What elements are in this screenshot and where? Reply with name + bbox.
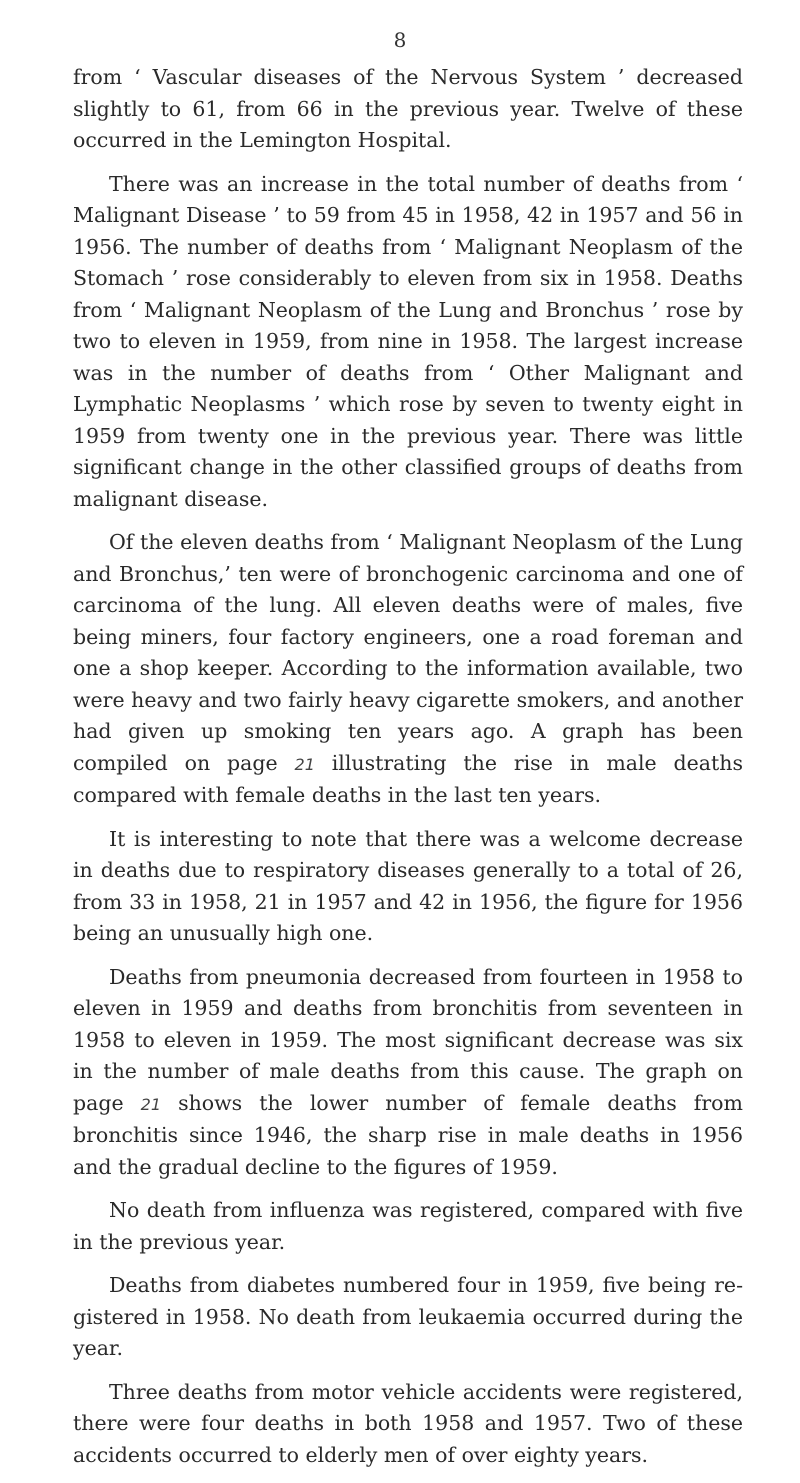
paragraph-lung-bronchus-text-end: illustrating the rise in male deaths compared with female deaths in the last ten years. <box>73 750 743 807</box>
paragraph-respiratory-diseases: It is interesting to note that there was a welcome decrease in deaths due to respiratory diseases generally to a total of 26, from 33 in 1958, 21 in 1957 and 42 in 1956, the figure for 1956 being an unusually high one. <box>73 826 743 945</box>
paragraph-pneumonia-bronchitis <box>73 962 743 1184</box>
paragraph-motor-vehicle-accidents: Three deaths from motor vehicle accidents were registered, there were four deaths in both 1958 and 1957. Two of these accidents occurred to elderly men of over eighty years. <box>73 1379 743 1467</box>
paragraph-lung-bronchus-text-start: Of the eleven deaths from ‘ Malignant Neoplasm of the Lung and Bronchus,’ ten were of bronchogenic carcinoma and one of carcinoma of the lung. All eleven deaths were of males, five being miners, four factory engineers, one a road foreman and one a shop keeper. According to the information available, two were heavy and two fairly heavy cigarette smokers, and another had given up smoking ten years ago. A graph has been compiled on page <box>73 530 743 775</box>
paragraph-diabetes-leukaemia: Deaths from diabetes numbered four in 1959, five being registered in 1958. No death from leukaemia occurred during the year. <box>73 1273 743 1360</box>
body-text <box>73 62 743 1483</box>
paragraph-influenza: No death from influenza was registered, compared with five in the previous year. <box>73 1198 743 1254</box>
paragraph-pneumonia-text-end: shows the lower number of female deaths from bronchitis since 1946, the sharp rise in male deaths in 1956 and the gradual decline to the figures of 1959. <box>73 1090 743 1179</box>
paragraph-malignant-disease: There was an increase in the total number of deaths from ‘ Malignant Disease ’ to 59 from 45 in 1958, 42 in 1957 and 56 in 1956. The number of deaths from ‘ Malignant Neoplasm of the Stomach ’ rose considerably to eleven from six in 1958. Deaths from ‘ Malignant Neoplasm of the Lung and Bronchus ’ rose by two to eleven in 1959, from nine in 1958. The largest increase was in the number of deaths from ‘ Other Malignant and Lymphatic Neoplasms ’ which rose by seven to twenty eight in 1959 from twenty one in the previous year. There was little significant change in the other classified groups of deaths from malignant disease. <box>73 171 743 511</box>
paragraph-lung-bronchus <box>73 527 743 812</box>
handwritten-page-reference: 21 <box>294 754 315 774</box>
page-number: 8 <box>393 28 407 52</box>
handwritten-page-reference: 21 <box>140 1094 162 1114</box>
paragraph-pneumonia-text-start: Deaths from pneumonia decreased from fourteen in 1958 to eleven in 1959 and deaths from bronchitis from seventeen in 1958 to eleven in 1959. The most significant decrease was six in the number of male deaths from this cause. The graph on page <box>73 964 743 1115</box>
paragraph-vascular-diseases: from ‘ Vascular diseases of the Nervous System ’ decreased slightly to 61, from 66 in the previous year. Twelve of these occurred in the Lemington Hospital. <box>73 65 743 152</box>
